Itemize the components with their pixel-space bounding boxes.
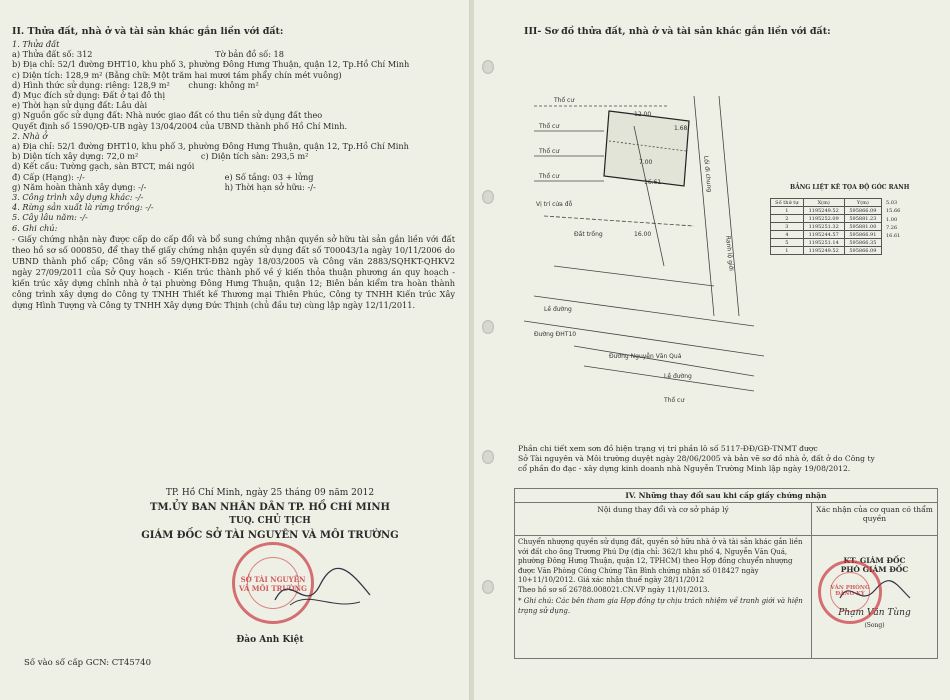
house-term: h) Thời hạn sở hữu: -/- bbox=[224, 181, 316, 192]
changes-col-content: Nội dung thay đổi và cơ sở pháp lý bbox=[515, 503, 812, 536]
land-area: c) Diện tích: 128,9 m² (Bằng chữ: Một trăm hai mươi tám phẩy chín mét vuông) bbox=[12, 69, 342, 80]
plan-label-thuadat-4: Thổ cư bbox=[539, 173, 560, 180]
coord-cell: 1195251.32 bbox=[803, 223, 844, 231]
plan-dim-3: 1.68 bbox=[674, 125, 688, 132]
land-sheet: Tờ bản đồ số: 18 bbox=[215, 49, 284, 60]
coord-cell: 5 bbox=[771, 239, 804, 247]
distance-value: 15.66 bbox=[886, 208, 901, 215]
coord-cell: 595881.23 bbox=[844, 215, 881, 223]
plan-label-lane: Đường ĐHT10 bbox=[534, 331, 577, 338]
authority-line-3: GIÁM ĐỐC SỞ TÀI NGUYÊN VÀ MÔI TRƯỜNG bbox=[141, 530, 399, 541]
coord-table-title: BẢNG LIỆT KÊ TỌA ĐỘ GÓC RANH bbox=[790, 184, 910, 191]
plan-label-thuadat-5: Thổ cư bbox=[664, 397, 685, 404]
land-usage-row bbox=[12, 80, 455, 90]
table-row bbox=[771, 215, 882, 223]
plan-dim-1: 12.00 bbox=[634, 111, 652, 118]
plan-note-3: cổ phần đo đạc - xây dựng kinh doanh nhà Nguyễn Trường Minh lập ngày 19/08/2012. bbox=[518, 464, 851, 473]
coord-cell: 1 bbox=[771, 247, 804, 255]
coord-cell: 1195251.14 bbox=[803, 239, 844, 247]
plan-note-2: Sở Tài nguyên và Môi trường duyệt ngày 28/06/2005 và bản vẽ sơ đồ nhà ở, đất ở do Công ty bbox=[518, 454, 875, 463]
section-ii-title: II. Thửa đất, nhà ở và tài sản khác gắn liền với đất: bbox=[12, 26, 284, 37]
house-build-area: b) Diện tích xây dựng: 72,0 m² bbox=[12, 151, 139, 162]
house-grade: đ) Cấp (Hạng): -/- bbox=[12, 171, 85, 182]
coord-table bbox=[770, 198, 882, 255]
changes-warning: * Ghi chú: Các bên tham gia Hợp đồng tự chịu trách nhiệm về tranh giới và hiện trạng sử dụng. bbox=[518, 597, 803, 615]
coord-header: Y(m) bbox=[844, 199, 881, 207]
table-row bbox=[771, 239, 882, 247]
coord-cell: 1195244.57 bbox=[803, 231, 844, 239]
land-address: b) Địa chỉ: 52/1 đường ĐHT10, khu phố 3, phường Đông Hưng Thuận, quận 12, Tp.Hồ Chí Minh bbox=[12, 59, 410, 70]
notes-title: 6. Ghi chú: bbox=[12, 222, 58, 233]
confirm-signer: Phạm Văn Tùng bbox=[838, 608, 911, 618]
coord-cell: 595866.09 bbox=[844, 247, 881, 255]
signature-left bbox=[270, 560, 380, 620]
plan-label-alley: Lề đường bbox=[544, 306, 572, 313]
plan-notes bbox=[518, 444, 938, 474]
house-floors: e) Số tầng: 03 + lửng bbox=[224, 171, 314, 182]
coord-cell: 595866.91 bbox=[844, 231, 881, 239]
plan-label-driveway: Lối đi chung bbox=[702, 155, 713, 193]
land-origin: g) Nguồn gốc sử dụng đất: Nhà nước giao đất có thu tiền sử dụng đất theo bbox=[12, 110, 323, 121]
land-title: 1. Thửa đất bbox=[12, 39, 60, 49]
plan-dim-4: 16.61 bbox=[644, 179, 662, 186]
coord-cell: 3 bbox=[771, 223, 804, 231]
confirm-title-2: PHÓ GIÁM ĐỐC bbox=[840, 565, 909, 574]
binding-holes bbox=[476, 0, 502, 700]
coord-cell: 1195249.52 bbox=[803, 207, 844, 215]
house-grade-row bbox=[12, 172, 455, 182]
house-address: a) Địa chỉ: 52/1 đường ĐHT10, khu phố 3, phường Đông Hưng Thuận, quận 12, Tp.Hồ Chí Minh bbox=[12, 141, 409, 152]
plan-note-1: Phần chi tiết xem sơn đồ hiện trạng vị trí phần lô số 5117-ĐĐ/GĐ-TNMT được bbox=[518, 444, 818, 453]
distance-value: 7.26 bbox=[886, 224, 898, 231]
coord-cell: 1195249.52 bbox=[803, 247, 844, 255]
table-row bbox=[771, 247, 882, 255]
coord-cell: 1 bbox=[771, 207, 804, 215]
item-3: 3. Công trình xây dựng khác: -/- bbox=[12, 192, 144, 203]
confirm-caption: (Song) bbox=[864, 622, 885, 629]
coord-header: X(m) bbox=[803, 199, 844, 207]
plan-label-ranhgioi: Ranh lộ giới bbox=[724, 235, 735, 272]
plan-label-thuadat: Thổ cư bbox=[554, 97, 575, 104]
land-term: e) Thời hạn sử dụng đất: Lâu dài bbox=[12, 100, 148, 111]
item-4: 4. Rừng sản xuất là rừng trồng: -/- bbox=[12, 202, 154, 213]
section-iii-title: III- Sơ đồ thửa đất, nhà ở và tài sản khác gắn liền với đất: bbox=[524, 26, 831, 37]
house-structure: d) Kết cấu: Tường gạch, sàn BTCT, mái ngói bbox=[12, 161, 195, 172]
registry-number: Số vào sổ cấp GCN: CT45740 bbox=[24, 658, 151, 668]
plan-label-road: Đường Nguyễn Văn Quá bbox=[609, 353, 682, 360]
changes-entry bbox=[515, 536, 812, 659]
house-floor-area: c) Diện tích sàn: 293,5 m² bbox=[200, 151, 309, 162]
coord-cell: 595881.00 bbox=[844, 223, 881, 231]
land-purpose: đ) Mục đích sử dụng: Đất ở tại đô thị bbox=[12, 90, 166, 101]
land-origin-2: Quyết định số 1590/QĐ-UB ngày 13/04/2004 của UBND thành phố Hồ Chí Minh. bbox=[12, 120, 348, 131]
changes-confirmation bbox=[812, 536, 938, 659]
coord-cell: 595866.09 bbox=[844, 207, 881, 215]
changes-content: Chuyển nhượng quyền sử dụng đất, quyền sở hữu nhà ở và tài sản khác gắn liền với đất cho ông Trương Phú Dự (địa chỉ: 362/1 khu phố 4, Nguyễn Văn Quá, phường Đông Hưng Thuận, quận 12, TPHCM) theo Hợp đồng chuyển nhượng được Văn Phòng Công Chứng Tân Bình chứng nhận số 018427 ngày 10+11/10/2012. Giá xác nhận thuế ngày 28/11/2012 bbox=[518, 538, 803, 584]
plan-label-vitri: Vị trí cửa đỗ bbox=[536, 201, 573, 208]
authority-line-2: TUQ. CHỦ TỊCH bbox=[229, 516, 311, 526]
official-seal-right bbox=[818, 560, 882, 624]
changes-header-row bbox=[515, 503, 938, 536]
authority-line-1: TM.ỦY BAN NHÂN DÂN TP. HỒ CHÍ MINH bbox=[150, 502, 390, 513]
coord-cell: 595866.35 bbox=[844, 239, 881, 247]
notes-text: - Giấy chứng nhận này được cấp do cấp đổi và bổ sung chứng nhận quyền sở hữu tài sản gắn liền với đất theo hồ sơ số 000850, để thay thế giấy chứng nhận quyền sử dụng đất số T00043/1a ngày 10/11/2006 do UBND thành phố cấp; Công văn số 59/QHKT-ĐB2 ngày 18/03/2005 và Công văn 2883/SQHKT-QHKV2 ngày 27/09/2011 của Sở Quy hoạch - Kiến trúc thành phố về ý kiến thỏa thuận phương án quy hoạch - kiến trúc xây dựng chỉnh nhà ở tại phường Đông Hưng Thuận, quận 12; Biên bản kiểm tra hoàn thành công trình xây dựng do Công ty TNHH Thiết kế Thương mại Thiên Phúc, Công ty TNHH Kiến trúc Xây dựng Hình Tượng và Công ty TNHH Xây dựng Đức Thịnh (chủ đầu tư) cùng lập ngày 12/11/2011. bbox=[12, 233, 455, 310]
coord-header-row bbox=[771, 199, 882, 207]
changes-title: IV. Những thay đổi sau khi cấp giấy chứng nhận bbox=[515, 489, 938, 503]
table-row bbox=[771, 231, 882, 239]
house-area-row bbox=[12, 151, 455, 161]
plan-dim-2: 7.00 bbox=[639, 159, 653, 166]
changes-col-confirm: Xác nhận của cơ quan có thẩm quyền bbox=[812, 503, 938, 536]
confirm-title-1: KT. GIÁM ĐỐC bbox=[843, 556, 906, 565]
plan-label-hem: Đất trống bbox=[574, 231, 603, 238]
house-year-row bbox=[12, 182, 455, 192]
land-plot: a) Thửa đất số: 312 bbox=[12, 49, 93, 60]
land-plot-row bbox=[12, 49, 455, 59]
changes-table bbox=[514, 488, 938, 659]
coord-cell: 4 bbox=[771, 231, 804, 239]
distance-value: 16.61 bbox=[886, 233, 901, 240]
house-year: g) Năm hoàn thành xây dựng: -/- bbox=[12, 181, 147, 192]
signer-name: Đào Anh Kiệt bbox=[236, 635, 304, 645]
distance-value: 5.03 bbox=[886, 200, 898, 206]
left-page bbox=[0, 0, 470, 700]
plan-label-thuadat-2: Thổ cư bbox=[539, 123, 560, 130]
seal-left-text: SỞ TÀI NGUYÊN VÀ MÔI TRƯỜNG bbox=[239, 575, 307, 593]
table-row bbox=[771, 207, 882, 215]
distance-value: 1.00 bbox=[886, 216, 898, 223]
land-common: chung: không m² bbox=[188, 79, 259, 90]
house-title: 2. Nhà ở bbox=[12, 130, 48, 141]
table-row bbox=[515, 536, 938, 659]
site-plan-diagram bbox=[514, 86, 764, 416]
seal-right-text: VĂN PHÒNG ĐĂNG KÝ bbox=[830, 585, 870, 597]
table-row bbox=[771, 223, 882, 231]
coord-distances bbox=[886, 199, 900, 240]
plan-label-alley-2: Lề đường bbox=[664, 373, 692, 380]
plan-dim-5: 16.00 bbox=[634, 231, 652, 238]
plan-label-thuadat-3: Thổ cư bbox=[539, 148, 560, 155]
land-private: d) Hình thức sử dụng: riêng: 128,9 m² bbox=[12, 79, 170, 90]
coord-header: Số thứ tự bbox=[771, 199, 804, 207]
coord-cell: 2 bbox=[771, 215, 804, 223]
changes-ref: Theo hồ sơ số 26788.008021.CN.VP ngày 11/01/2013. bbox=[518, 585, 710, 594]
issue-date: TP. Hồ Chí Minh, ngày 25 tháng 09 năm 2012 bbox=[165, 488, 375, 498]
coord-cell: 1195252.09 bbox=[803, 215, 844, 223]
item-5: 5. Cây lâu năm: -/- bbox=[12, 212, 88, 223]
